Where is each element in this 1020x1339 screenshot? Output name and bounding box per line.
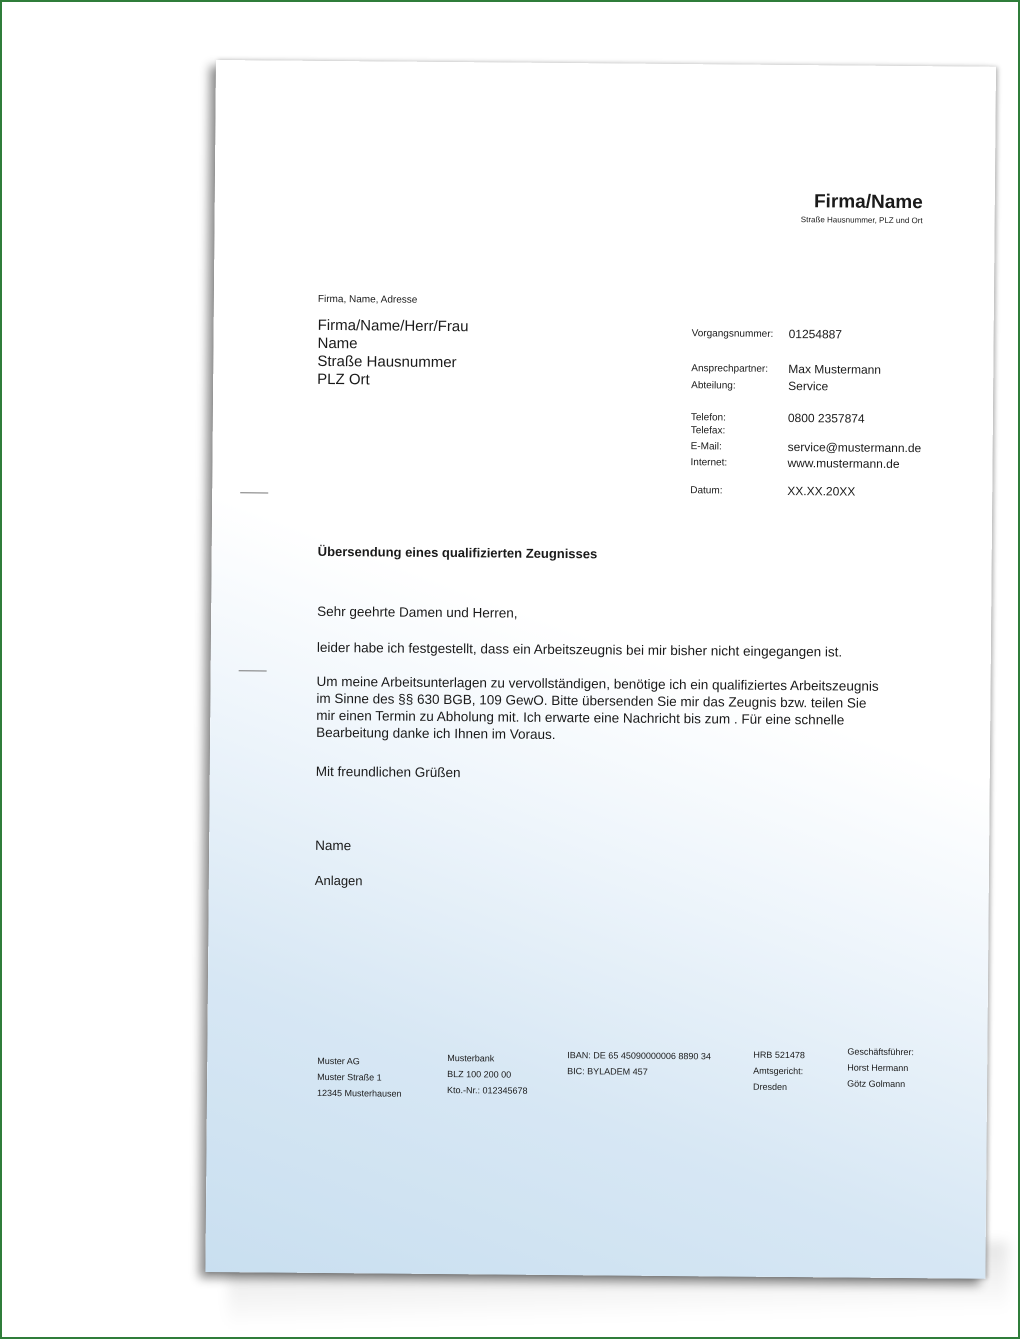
footer-company [317,1053,402,1102]
footer-line: Götz Golmann [847,1078,906,1090]
info-value: XX.XX.20XX [787,484,856,499]
info-label: Internet: [690,457,728,469]
info-label: Vorgangsnummer: [691,328,774,340]
letter-page [205,60,996,1279]
paragraph-2 [316,673,917,746]
enclosures: Anlagen [314,872,363,889]
footer-line: Horst Hermann [847,1062,909,1074]
sender-line: Firma, Name, Adresse [317,293,418,306]
footer-line: Geschäftsführer: [847,1046,914,1058]
info-label: Abteilung: [691,380,736,392]
signature-name: Name [315,837,352,854]
info-value: Service [788,379,829,394]
info-value: www.mustermann.de [787,456,900,471]
closing: Mit freundlichen Grüßen [315,763,461,781]
info-value: Max Mustermann [788,362,882,377]
info-label: Ansprechpartner: [691,363,769,375]
footer-line: Musterbank [447,1053,495,1064]
info-label: Datum: [690,485,723,497]
letter-subject: Übersendung eines qualifizierten Zeugnisses [317,543,598,562]
footer-line: 12345 Musterhausen [316,1087,402,1099]
footer-line: BLZ 100 200 00 [447,1069,512,1080]
footer-line: Muster Straße 1 [317,1071,382,1083]
info-value: 01254887 [788,327,843,342]
paragraph-1: leider habe ich festgestellt, dass ein Arbeitszeugnis bei mir bisher nicht eingegangen ist. [316,639,843,660]
footer-line: Amtsgericht: [753,1065,804,1077]
footer-management [847,1044,914,1093]
salutation: Sehr geehrte Damen und Herren, [317,603,518,621]
paragraph-line: mir einen Termin zu Abholung mit. Ich erwarte eine Nachricht bis zum . Für eine schnelle [316,707,845,728]
recipient-line: Straße Hausnummer [317,352,457,372]
punch-mark [239,670,267,671]
paragraph-line: Bearbeitung danke ich Ihnen im Voraus. [316,724,556,742]
recipient-line: PLZ Ort [317,370,370,389]
footer-register [753,1047,805,1095]
letterhead-address: Straße Hausnummer, PLZ und Ort [800,215,923,226]
info-label: Telefax: [690,425,726,437]
footer-bank [447,1050,528,1099]
footer-iban [567,1047,711,1080]
info-value: service@mustermann.de [787,440,922,456]
recipient-address [317,317,468,390]
recipient-line: Firma/Name/Herr/Frau [317,316,469,336]
footer-line: HRB 521478 [753,1049,805,1061]
letterhead-company: Firma/Name [813,191,923,214]
paragraph-line: im Sinne des §§ 630 BGB, 109 GewO. Bitte übersenden Sie mir das Zeugnis bzw. teilen Sie [316,690,867,711]
footer-line: Kto.-Nr.: 012345678 [446,1085,528,1096]
recipient-line: Name [317,334,358,353]
footer-line: BIC: BYLADEM 457 [567,1066,648,1077]
paragraph-line: Um meine Arbeitsunterlagen zu vervollständigen, benötige ich ein qualifiziertes Arbeitszeugnis [316,673,879,694]
info-value: 0800 2357874 [787,411,865,426]
footer-line: Muster AG [317,1055,360,1067]
footer-line: IBAN: DE 65 45090000006 8890 34 [567,1050,711,1062]
fold-mark [240,492,268,493]
footer-line: Dresden [753,1081,788,1093]
info-label: Telefon: [690,412,726,424]
info-label: E-Mail: [690,441,722,453]
